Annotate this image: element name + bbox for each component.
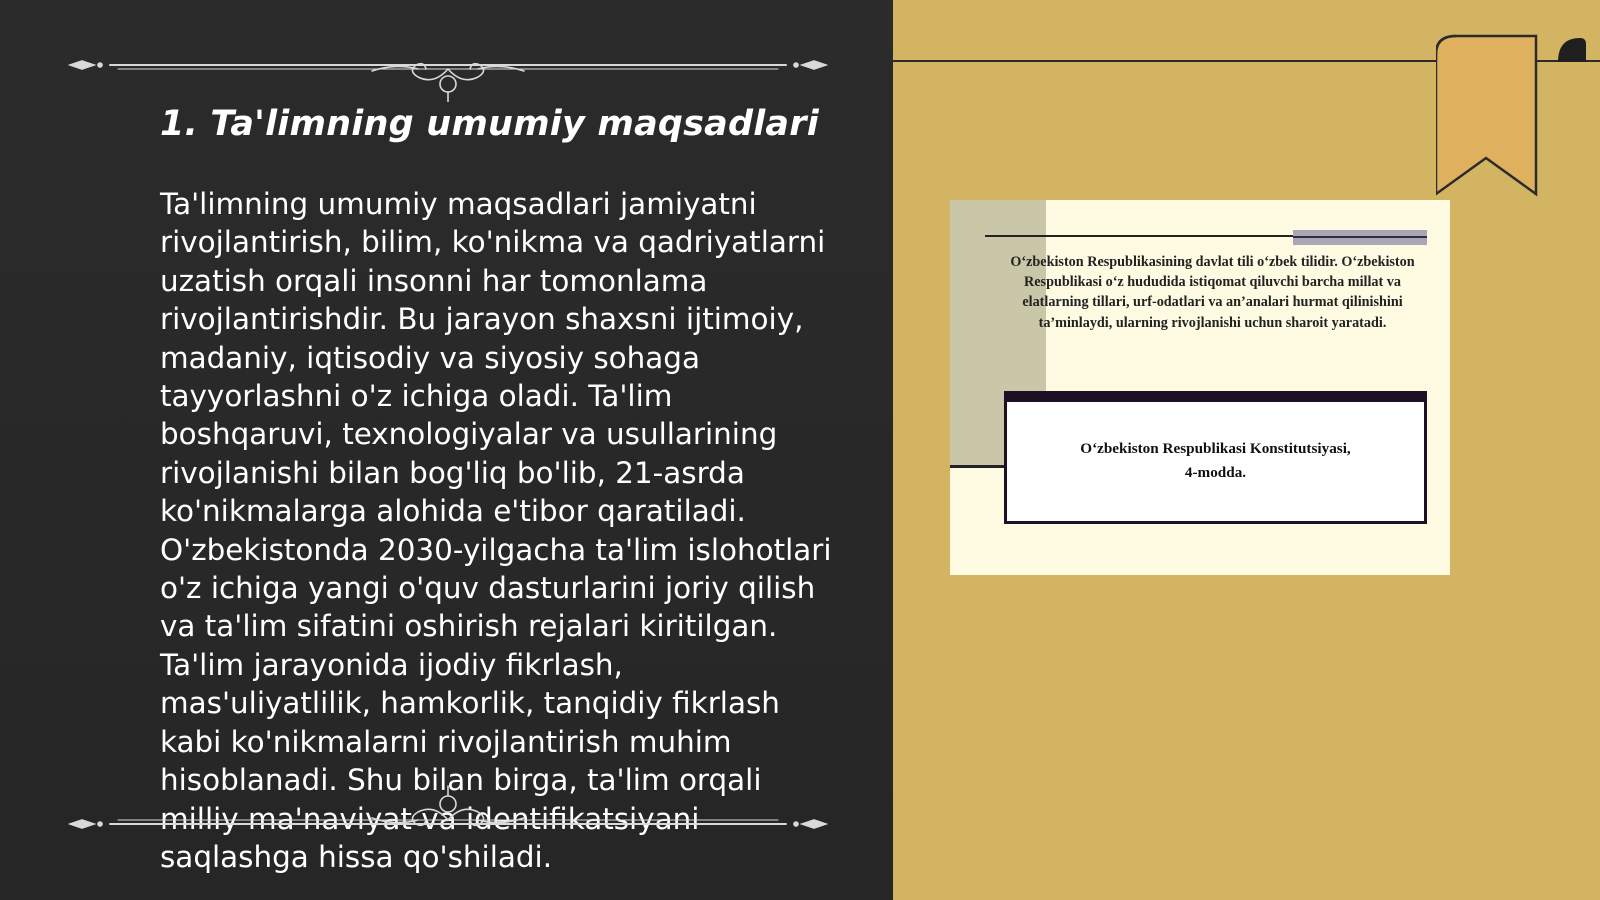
doc-top-line: [985, 235, 1330, 237]
slide-title: 1. Ta'limning umumiy maqsadlari: [160, 104, 819, 144]
top-flourish-divider-icon: [68, 46, 828, 102]
constitution-quote-text: O‘zbekiston Respublikasining davlat tili o‘zbek tilidir. O‘zbekiston Respublikasi o‘z hududida istiqomat qiluvchi barcha millat va elatlarning tillari, urf-odatlari va an’analari hurmat qilinishini ta’minlaydi, ularning rivojlanishi uchun sharoit yaratadi.: [1010, 254, 1415, 331]
doc-accent-bar: [1293, 230, 1427, 245]
bottom-flourish-divider-icon: [68, 782, 828, 838]
citation-article: 4-modda.: [1184, 464, 1247, 481]
constitution-quote-image: [950, 200, 1450, 575]
slide-body-text: Ta'limning umumiy maqsadlari jamiyatni rivojlantirish, bilim, ko'nikma va qadriyatlarni uzatish orqali insonni har tomonlama rivojlantirishdir. Bu jarayon shaxsni ijtimoiy, madaniy, iqtisodiy va siyosiy sohaga tayyorlashni o'z ichiga oladi. Ta'lim boshqaruvi, texnologiyalar va usullarining rivojlanishi bilan bog'liq bo'lib, 21-asrda ko'nikmalarga alohida e'tibor qaratiladi. O'zbekistonda 2030-yilgacha ta'lim islohotlari o'z ichiga yangi o'quv dasturlarini joriy qilish va ta'lim sifatini oshirish rejalari kiritilgan. Ta'lim jarayonida ijodiy fikrlash, mas'uliyatlilik, hamkorlik, tanqidiy fikrlash kabi ko'nikmalarni rivojlantirish muhim hisoblanadi. Shu bilan birga, ta'lim orqali milliy ma'naviyat va identifikatsiyani saqlashga hissa qo'shiladi.: [160, 187, 832, 874]
bookmark-ribbon-icon: [1436, 34, 1586, 200]
doc-side-line: [950, 465, 1006, 468]
citation-source: O‘zbekiston Respublikasi Konstitutsiyasi,: [1080, 440, 1351, 457]
citation-box: [1004, 391, 1427, 524]
